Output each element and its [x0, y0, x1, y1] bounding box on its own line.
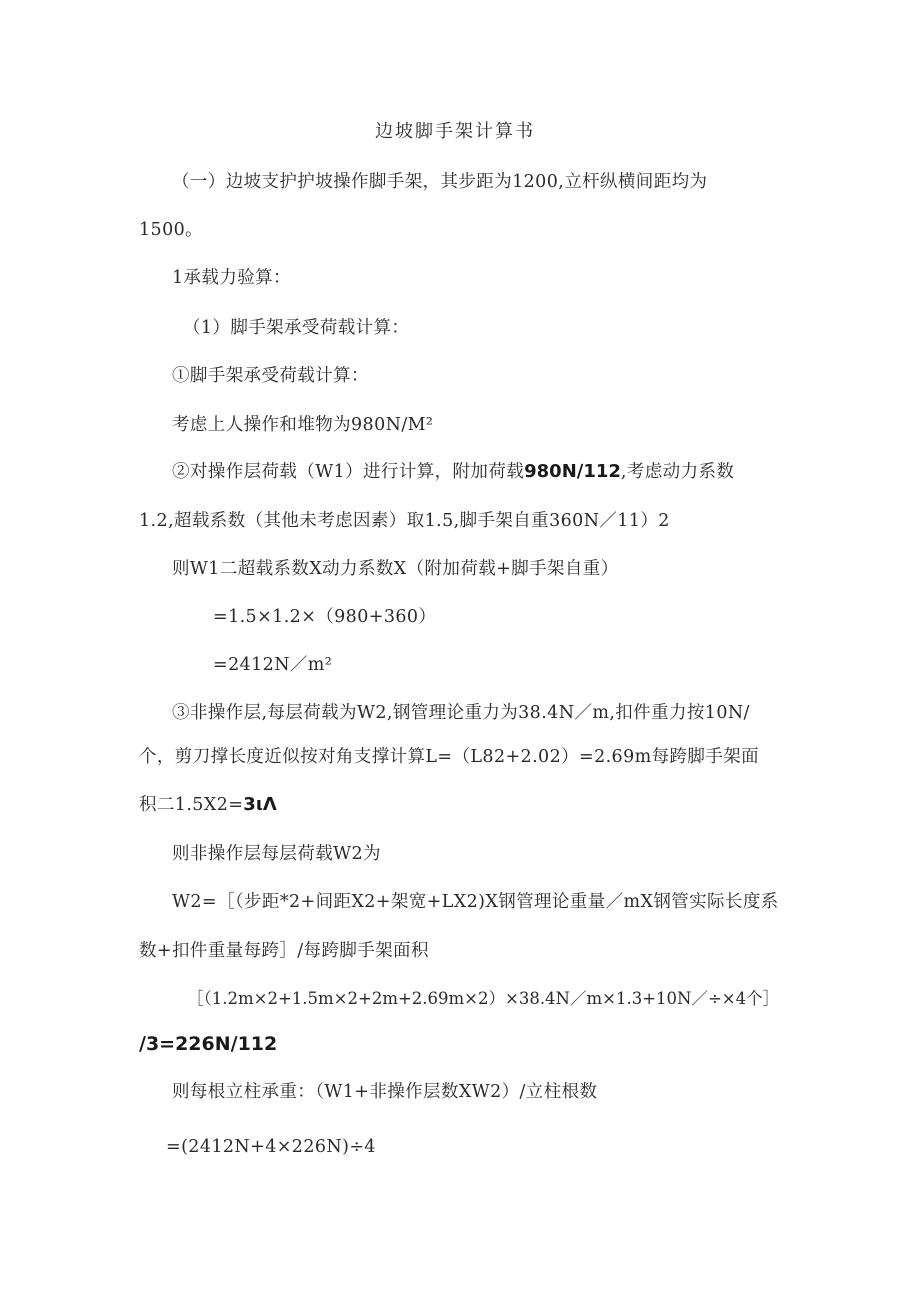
w1-calc-2: =2412N／m² — [213, 655, 333, 675]
w1-formula: 则W1二超载系数X动力系数X（附加荷载+脚手架自重） — [172, 559, 619, 579]
w2-intro: 则非操作层每层荷载W2为 — [172, 844, 381, 864]
w2-calc-1: ［（1.2m×2+1.5m×2+2m+2.69m×2）×38.4N／m×1.3+10N／÷×4个］ — [187, 989, 780, 1008]
document-title: 边坡脚手架计算书 — [375, 121, 535, 142]
item-1-heading: ①脚手架承受荷载计算： — [172, 366, 369, 386]
intro-line-1: （一）边坡支护护坡操作脚手架，其步距为1200,立杆纵横间距均为 — [172, 172, 708, 192]
w1-calc-1: =1.5×1.2×（980+360） — [213, 607, 437, 627]
w2-calc-2: ∕3=226N∕112 — [139, 1033, 278, 1055]
item-2-text-b: ,考虑动力系数 — [620, 462, 735, 482]
pole-load-formula: 则每根立柱承重：（W1+非操作层数XW2）/立柱根数 — [172, 1082, 598, 1102]
pole-load-calc: =(2412N+4×226N)÷4 — [166, 1137, 376, 1157]
subsection-heading: （1）脚手架承受荷载计算： — [183, 318, 410, 338]
item-2-text-a: ②对操作层荷载（W1）进行计算，附加荷载 — [172, 462, 525, 482]
item-2-line-1 — [172, 461, 734, 483]
item-3-line-3 — [139, 794, 277, 816]
w2-formula-1: W2=［（步距*2+间距X2+架宽+LX2)X钢管理论重量／mX钢管实际长度系 — [172, 892, 779, 912]
item-1-text: 考虑上人操作和堆物为980N/M² — [172, 415, 434, 435]
item-3-area-value: 3ιΛ — [243, 794, 277, 815]
section-heading: 1承载力验算： — [172, 268, 291, 288]
item-3-line-1: ③非操作层,每层荷载为W2,钢管理论重力为38.4N／m,扣件重力按10N/ — [172, 703, 750, 723]
item-3-text-a: 积二1.5X2= — [139, 795, 244, 815]
w2-formula-2: 数+扣件重量每跨］/每跨脚手架面积 — [139, 941, 429, 961]
item-3-line-2: 个，剪刀撑长度近似按对角支撑计算L=（L82+2.02）=2.69m每跨脚手架面 — [139, 747, 760, 767]
item-2-line-2: 1.2,超载系数（其他未考虑因素）取1.5,脚手架自重360N／11）2 — [139, 511, 670, 531]
intro-line-2: 1500。 — [139, 220, 204, 240]
item-2-load-value: 980N∕112 — [524, 461, 621, 482]
